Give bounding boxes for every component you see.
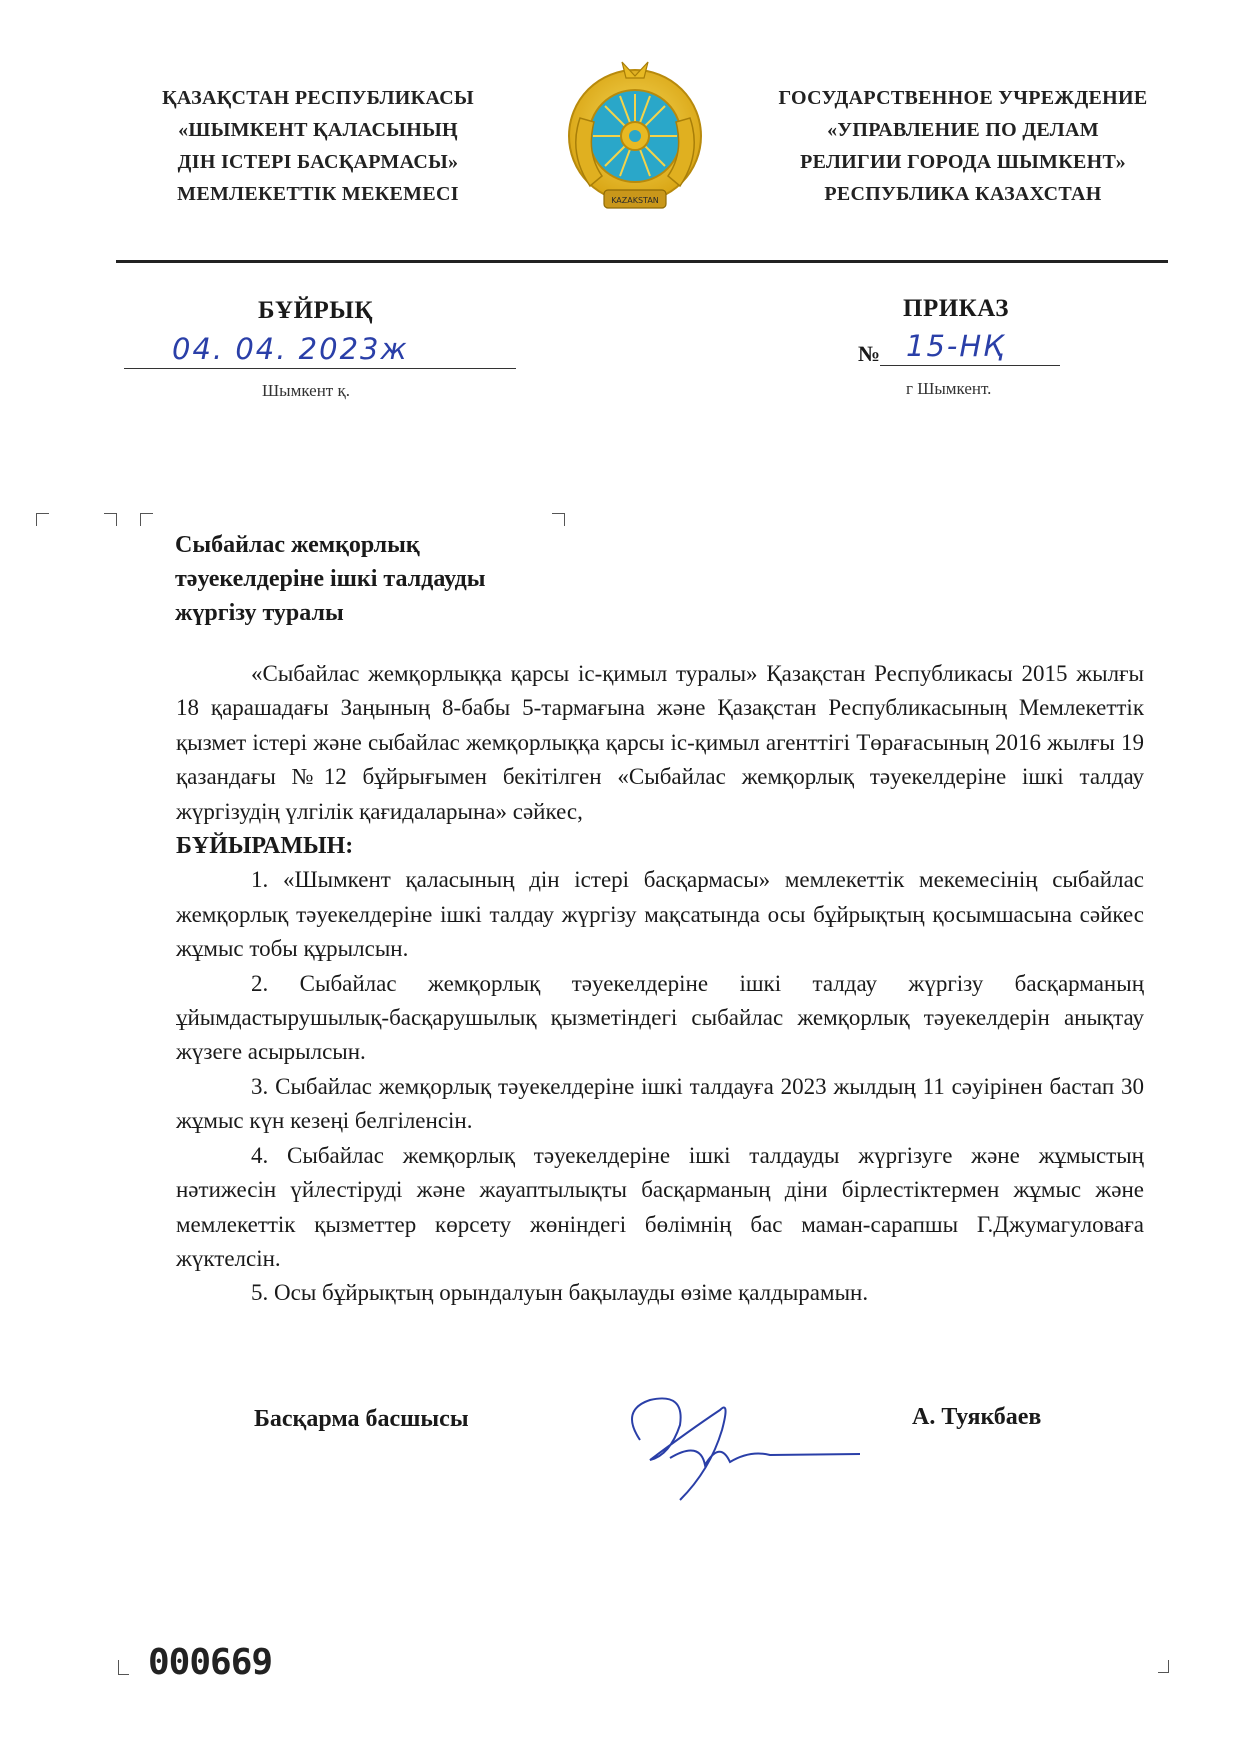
subject-line: тәуекелдеріне ішкі талдауды <box>175 566 486 592</box>
order-body <box>176 657 1144 1311</box>
preamble-paragraph: «Сыбайлас жемқорлыққа қарсы іс-қимыл туралы» Қазақстан Республикасы 2015 жылғы 18 қарашадағы Заңының 8-бабы 5-тармағына және Қазақстан Республикасының Мемлекеттік қызмет істері және сыбайлас жемқорлыққа қарсы іс-қимыл агенттігі Төрағасының 2016 жылғы 19 қазандағы №12 бұйрығымен бекітілген «Сыбайлас жемқорлық тәуекелдеріне ішкі талдау жүргізудің үлгілік қағидаларына» сәйкес, <box>176 661 1144 824</box>
subject-line: жүргізу туралы <box>175 600 344 626</box>
header-left-line: ДІН ІСТЕРІ БАСҚАРМАСЫ» <box>177 151 459 173</box>
handwritten-signature-icon <box>610 1370 870 1520</box>
signatory-name: А. Туякбаев <box>912 1404 1042 1430</box>
date-underline <box>124 368 516 369</box>
document-serial-number: 000669 <box>148 1642 273 1683</box>
order-item: 1. «Шымкент қаласының дін істері басқармасы» мемлекеттік мекемесінің сыбайлас жемқорлық тәуекелдеріне ішкі талдау жүргізу мақсатында осы бұйрықтың қосымшасына сәйкес жұмыс тобы құрылсын. <box>176 867 1144 962</box>
header-right-line: ГОСУДАРСТВЕННОЕ УЧРЕЖДЕНИЕ <box>778 87 1148 109</box>
city-ru: г Шымкент. <box>906 379 992 398</box>
order-title-ru: ПРИКАЗ <box>903 295 1009 322</box>
order-item: 3. Сыбайлас жемқорлық тәуекелдеріне ішкі талдауға 2023 жылдың 11 сәуірінен бастап 30 жұмыс күн кезеңі белгіленсін. <box>176 1073 1144 1134</box>
header-right-line: РЕЛИГИИ ГОРОДА ШЫМКЕНТ» <box>800 151 1126 173</box>
signatory-position: Басқарма басшысы <box>254 1406 469 1432</box>
corner-mark <box>118 1660 129 1675</box>
corner-mark <box>140 513 153 526</box>
header-left-line: МЕМЛЕКЕТТІК МЕКЕМЕСІ <box>177 183 459 205</box>
city-kz: Шымкент қ. <box>262 381 350 400</box>
header-right-line: «УПРАВЛЕНИЕ ПО ДЕЛАМ <box>827 119 1099 141</box>
order-subject <box>175 528 485 630</box>
order-directive-word: БҰЙЫРАМЫН: <box>176 833 354 860</box>
corner-mark <box>552 513 565 526</box>
corner-mark <box>36 513 49 526</box>
order-item: 5. Осы бұйрықтың орындалуын бақылауды өзіме қалдырамын. <box>251 1280 869 1306</box>
order-item: 4. Сыбайлас жемқорлық тәуекелдеріне ішкі талдауды жүргізуге және жұмыстың нәтижесін үйлестіруді және жауаптылықты басқарманың діни бірлестіктермен жұмыс және мемлекеттік қызметтер көрсету жөніндегі бөлімнің бас маман-сарапшы Г.Джумагуловаға жүктелсін. <box>176 1142 1144 1271</box>
header-right-org-name <box>728 82 1198 210</box>
header-right-line: РЕСПУБЛИКА КАЗАХСТАН <box>824 183 1102 205</box>
header-left-line: «ШЫМКЕНТ ҚАЛАСЫНЫҢ <box>178 119 458 141</box>
header-left-org-name <box>118 82 518 210</box>
order-item: 2. Сыбайлас жемқорлық тәуекелдеріне ішкі талдау жүргізу басқарманың ұйымдастырушылық-басқарушылық қызметіндегі сыбайлас жемқорлық тәуекелдерін анықтау жүзеге асырылсын. <box>176 970 1144 1065</box>
corner-mark <box>104 513 117 526</box>
handwritten-order-number: 15-НҚ <box>906 329 1006 363</box>
emblem-text: KAZAKSTAN <box>611 196 659 205</box>
subject-line: Сыбайлас жемқорлық <box>175 532 420 558</box>
header-left-line: ҚАЗАҚСТАН РЕСПУБЛИКАСЫ <box>162 87 474 109</box>
order-title-kz: БҰЙРЫҚ <box>258 297 373 324</box>
corner-mark <box>1158 1660 1169 1673</box>
handwritten-date: 04. 04. 2023ж <box>172 332 409 366</box>
state-emblem-icon <box>560 58 710 218</box>
number-sign: № <box>858 341 881 366</box>
header-divider <box>116 260 1168 263</box>
number-underline <box>880 365 1060 366</box>
